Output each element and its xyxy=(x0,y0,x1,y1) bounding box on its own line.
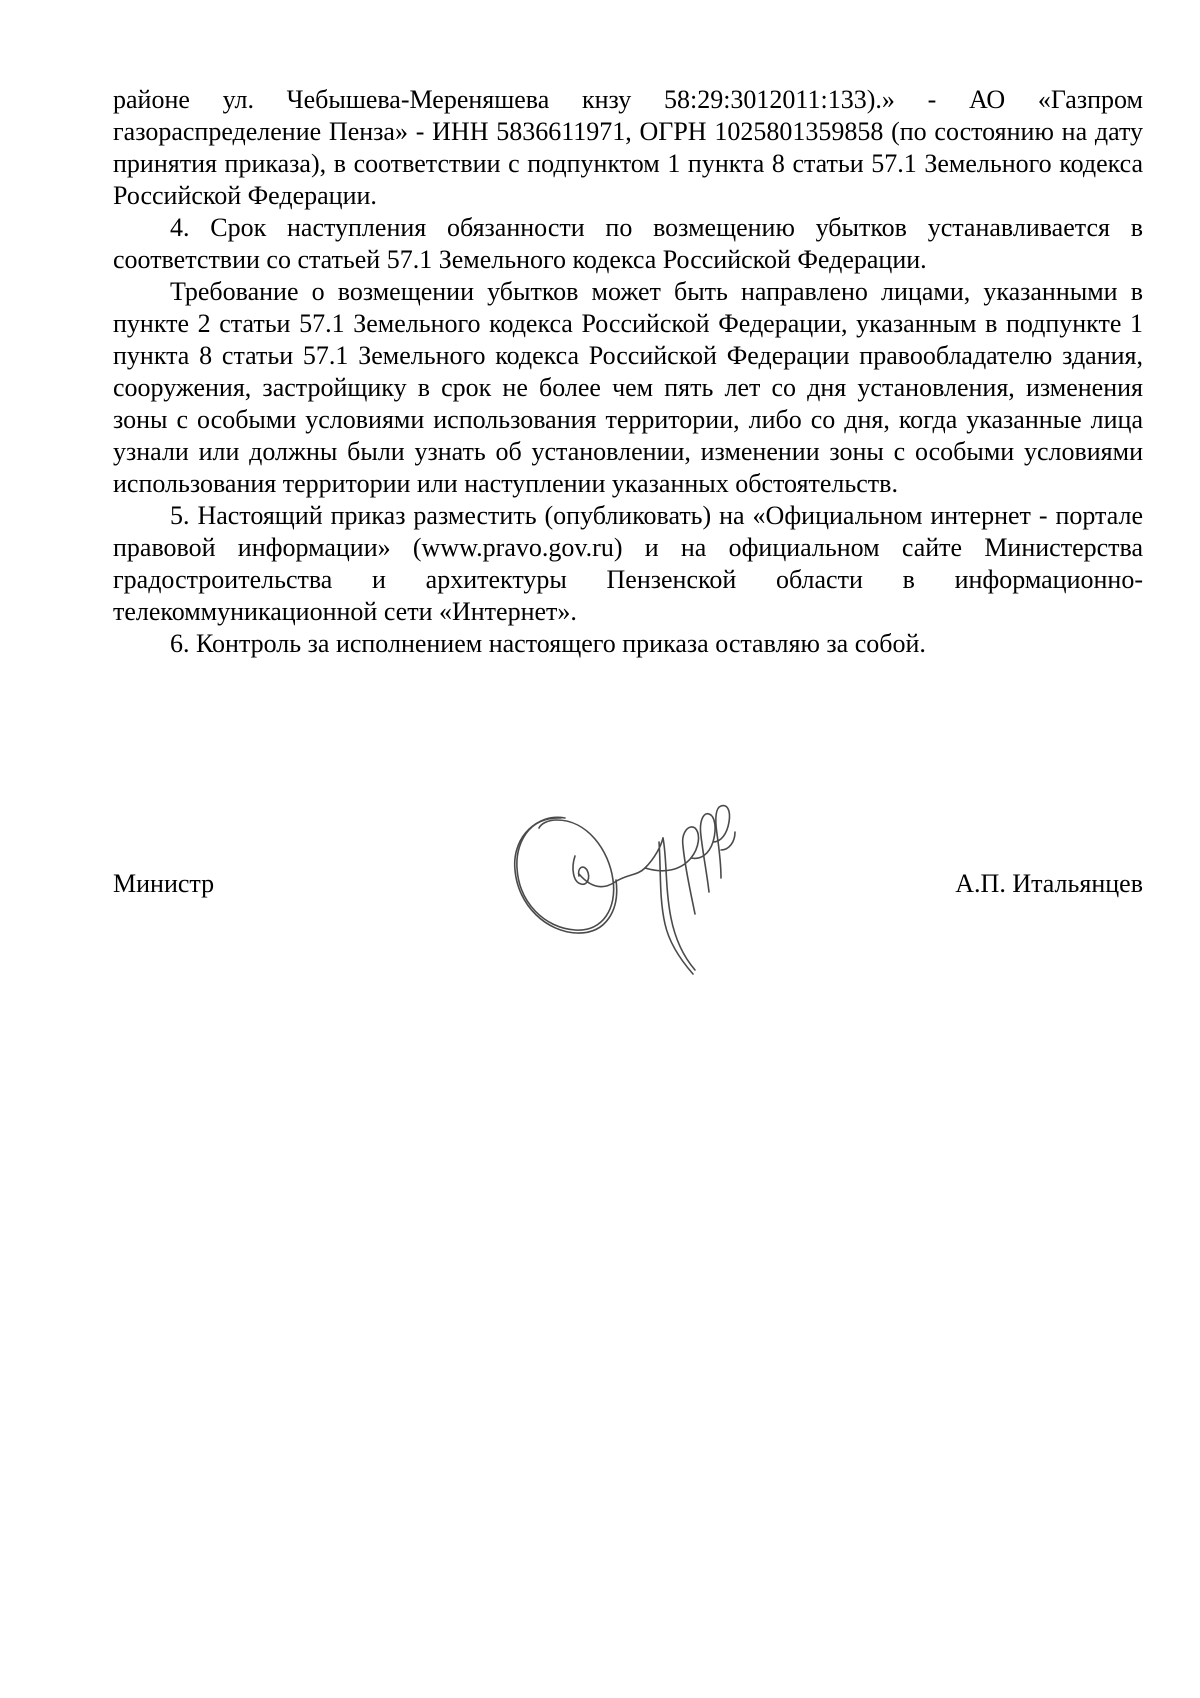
signer-position: Министр xyxy=(113,869,215,898)
handwritten-signature xyxy=(495,798,765,988)
paragraph-continuation: районе ул. Чебышева-Мереняшева кнзу 58:29:3012011:133).» - АО «Газпром газораспределение Пенза» - ИНН 5836611971, ОГРН 1025801359858 (по состоянию на дату принятия приказа), в соответствии с подпунктом 1 пункта 8 статьи 57.1 Земельного кодекса Российской Федерации. xyxy=(113,85,1143,210)
signature-block xyxy=(113,798,1143,1018)
paragraph-item-6: 6. Контроль за исполнением настоящего приказа оставляю за собой. xyxy=(170,629,926,658)
paragraph-item-5: 5. Настоящий приказ разместить (опубликовать) на «Официальном интернет - портале правовой информации» (www.pravo.gov.ru) и на официальном сайте Министерства градостроительства и архитектуры Пензенской области в информационно-телекоммуникационной сети «Интернет». xyxy=(113,501,1143,626)
paragraph-damage-claim: Требование о возмещении убытков может быть направлено лицами, указанными в пункте 2 статьи 57.1 Земельного кодекса Российской Федерации, указанным в подпункте 1 пункта 8 статьи 57.1 Земельного кодекса Российской Федерации правообладателю здания, сооружения, застройщику в срок не более чем пять лет со дня установления, изменения зоны с особыми условиями использования территории, либо со дня, когда указанные лица узнали или должны были узнать об установлении, изменении зоны с особыми условиями использования территории или наступлении указанных обстоятельств. xyxy=(113,277,1143,498)
signer-name: А.П. Итальянцев xyxy=(955,869,1143,898)
document-body xyxy=(113,84,1143,660)
paragraph-item-4: 4. Срок наступления обязанности по возмещению убытков устанавливается в соответствии со статьей 57.1 Земельного кодекса Российской Федерации. xyxy=(113,213,1143,274)
